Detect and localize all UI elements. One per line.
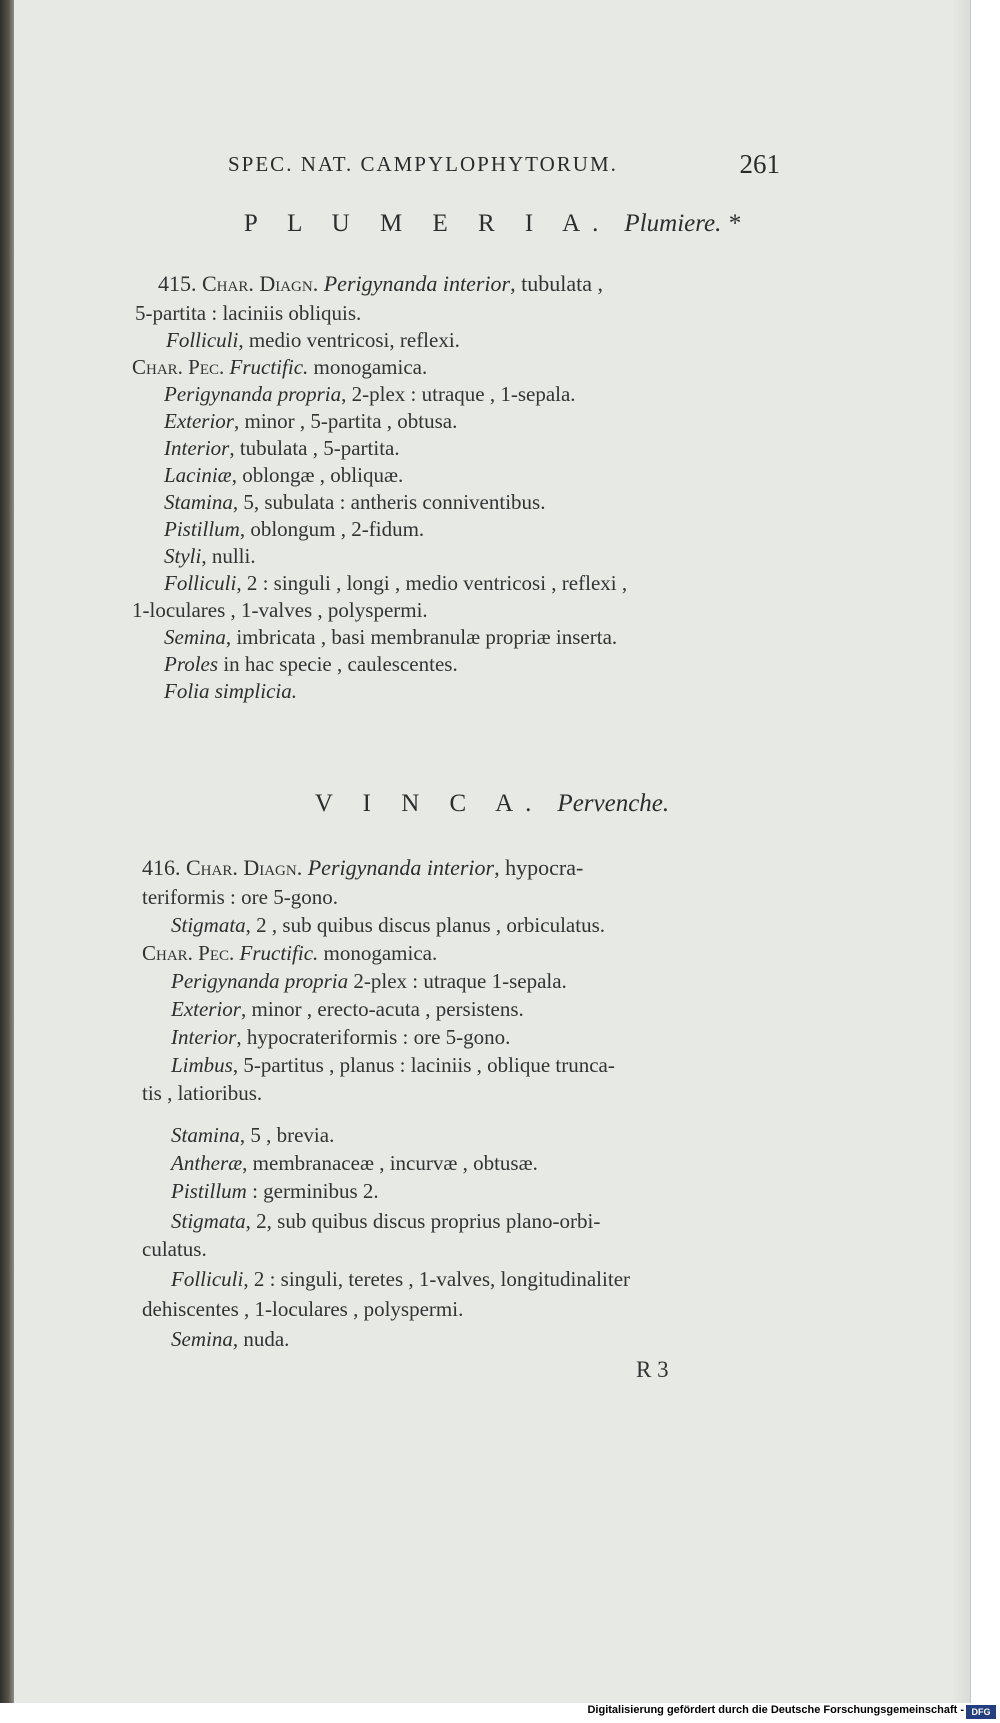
term: Perigynanda interior xyxy=(307,855,495,880)
description: 1-loculares , 1-valves , polyspermi. xyxy=(132,598,428,622)
text-line xyxy=(142,939,437,967)
term: Styli xyxy=(164,544,202,568)
description: , nuda. xyxy=(232,1327,290,1351)
description: monogamica. xyxy=(313,355,428,379)
description: , 5, subulata : antheris conniventibus. xyxy=(232,490,546,514)
text-line xyxy=(171,1051,615,1079)
description: , oblongæ , obliquæ. xyxy=(231,463,404,487)
book-page xyxy=(14,0,971,1703)
text-line xyxy=(164,650,458,678)
signature-mark: R 3 xyxy=(636,1357,669,1382)
term: Folliculi xyxy=(164,571,237,595)
term: Fructific. xyxy=(229,355,309,379)
text-line xyxy=(158,270,603,298)
term: Semina xyxy=(164,625,226,649)
term: Antheræ xyxy=(171,1151,243,1175)
description: , 2 , sub quibus discus planus , orbiculatus. xyxy=(245,913,605,937)
term: Pistillum xyxy=(164,517,240,541)
footer-credit: Digitalisierung gefördert durch die Deutsche Forschungsgemeinschaft - xyxy=(587,1704,964,1716)
text-line xyxy=(164,623,617,651)
term: Limbus xyxy=(171,1053,233,1077)
species-number: 416. xyxy=(142,855,181,880)
genus-heading-vinca xyxy=(14,790,970,818)
running-title: SPEC. NAT. CAMPYLOPHYTORUM. xyxy=(228,152,618,176)
genus-common-name: Pervenche. xyxy=(557,790,670,817)
text-line xyxy=(164,461,403,489)
term: Perigynanda propria xyxy=(171,969,349,993)
term: Stigmata xyxy=(171,913,246,937)
description: , minor , 5-partita , obtusa. xyxy=(233,409,458,433)
text-line xyxy=(166,326,460,354)
description: , imbricata , basi membranulæ propriæ inserta. xyxy=(225,625,618,649)
description: , 2, sub quibus discus proprius plano-orbi- xyxy=(245,1209,601,1233)
term: Folliculi xyxy=(171,1267,244,1291)
term: Stigmata xyxy=(171,1209,246,1233)
term: Pistillum xyxy=(171,1179,247,1203)
term: Perigynanda interior xyxy=(323,271,511,296)
page-number: 261 xyxy=(739,149,780,179)
description: culatus. xyxy=(142,1237,207,1261)
description: , nulli. xyxy=(201,544,256,568)
term: Interior xyxy=(171,1025,237,1049)
description: dehiscentes , 1-loculares , polyspermi. xyxy=(142,1297,464,1321)
book-spine-edge xyxy=(0,0,14,1723)
footer-bar xyxy=(0,1703,1000,1723)
page-shadow xyxy=(952,0,970,1703)
text-line xyxy=(142,1235,207,1263)
running-header xyxy=(228,149,780,179)
text-line xyxy=(171,1149,538,1177)
text-line xyxy=(171,1023,510,1051)
text-line xyxy=(171,1207,600,1235)
species-number: 415. xyxy=(158,271,197,296)
char-label: Char. Diagn. xyxy=(186,855,303,880)
description: , tubulata , 5-partita. xyxy=(229,436,400,460)
description: , 5 , brevia. xyxy=(239,1123,335,1147)
description: , 2 : singuli , longi , medio ventricosi , reflexi , xyxy=(236,571,628,595)
text-line xyxy=(164,434,400,462)
text-line xyxy=(164,515,424,543)
description: : germinibus 2. xyxy=(252,1179,379,1203)
text-line xyxy=(164,380,576,408)
text-line xyxy=(132,353,427,381)
text-line xyxy=(142,883,338,911)
term: Laciniæ xyxy=(164,463,232,487)
term: Perigynanda propria xyxy=(164,382,342,406)
char-label: Char. Diagn. xyxy=(202,271,319,296)
text-line xyxy=(164,542,256,570)
description: , 2 : singuli, teretes , 1-valves, longitudinaliter xyxy=(243,1267,631,1291)
genus-name: V I N C A. xyxy=(314,790,544,817)
description: , tubulata , xyxy=(510,271,603,296)
term: Stamina xyxy=(164,490,233,514)
text-line xyxy=(164,488,545,516)
text-line xyxy=(132,596,428,624)
term: Interior xyxy=(164,436,230,460)
description: 2-plex : utraque 1-sepala. xyxy=(353,969,567,993)
text-line xyxy=(171,1177,379,1205)
term: Exterior xyxy=(171,997,241,1021)
term: Stamina xyxy=(171,1123,240,1147)
text-line xyxy=(135,299,361,327)
term: Exterior xyxy=(164,409,234,433)
text-line xyxy=(171,967,567,995)
description: , minor , erecto-acuta , persistens. xyxy=(240,997,524,1021)
text-line xyxy=(142,1079,262,1107)
description: , 5-partitus , planus : laciniis , oblique trunca- xyxy=(232,1053,615,1077)
description: , oblongum , 2-fidum. xyxy=(239,517,425,541)
text-line xyxy=(164,677,297,705)
text-line xyxy=(171,911,605,939)
term: Semina xyxy=(171,1327,233,1351)
dfg-logo: DFG xyxy=(966,1705,996,1719)
term: Folia simplicia. xyxy=(164,679,297,703)
char-label: Char. Pec. xyxy=(132,355,225,379)
description: , hypocrateriformis : ore 5-gono. xyxy=(236,1025,511,1049)
text-line xyxy=(171,1325,289,1353)
description: , membranaceæ , incurvæ , obtusæ. xyxy=(242,1151,538,1175)
text-line xyxy=(171,1121,334,1149)
text-line xyxy=(142,854,583,882)
term: Folliculi xyxy=(166,328,239,352)
text-line xyxy=(164,569,627,597)
genus-name: P L U M E R I A. xyxy=(243,210,611,237)
term: Proles xyxy=(164,652,219,676)
text-line xyxy=(171,1265,630,1293)
text-line xyxy=(142,1295,463,1323)
description: monogamica. xyxy=(323,941,438,965)
genus-common-name: Plumiere. * xyxy=(624,210,741,237)
description: , hypocra- xyxy=(494,855,584,880)
description: tis , latioribus. xyxy=(142,1081,263,1105)
term: Fructific. xyxy=(239,941,319,965)
text-line xyxy=(171,995,524,1023)
text-line xyxy=(164,407,457,435)
description: , medio ventricosi, reflexi. xyxy=(238,328,460,352)
description: , 2-plex : utraque , 1-sepala. xyxy=(341,382,576,406)
genus-heading-plumeria xyxy=(14,210,970,238)
description: teriformis : ore 5-gono. xyxy=(142,885,338,909)
description: in hac specie , caulescentes. xyxy=(223,652,458,676)
char-label: Char. Pec. xyxy=(142,941,235,965)
description: 5-partita : laciniis obliquis. xyxy=(135,301,362,325)
